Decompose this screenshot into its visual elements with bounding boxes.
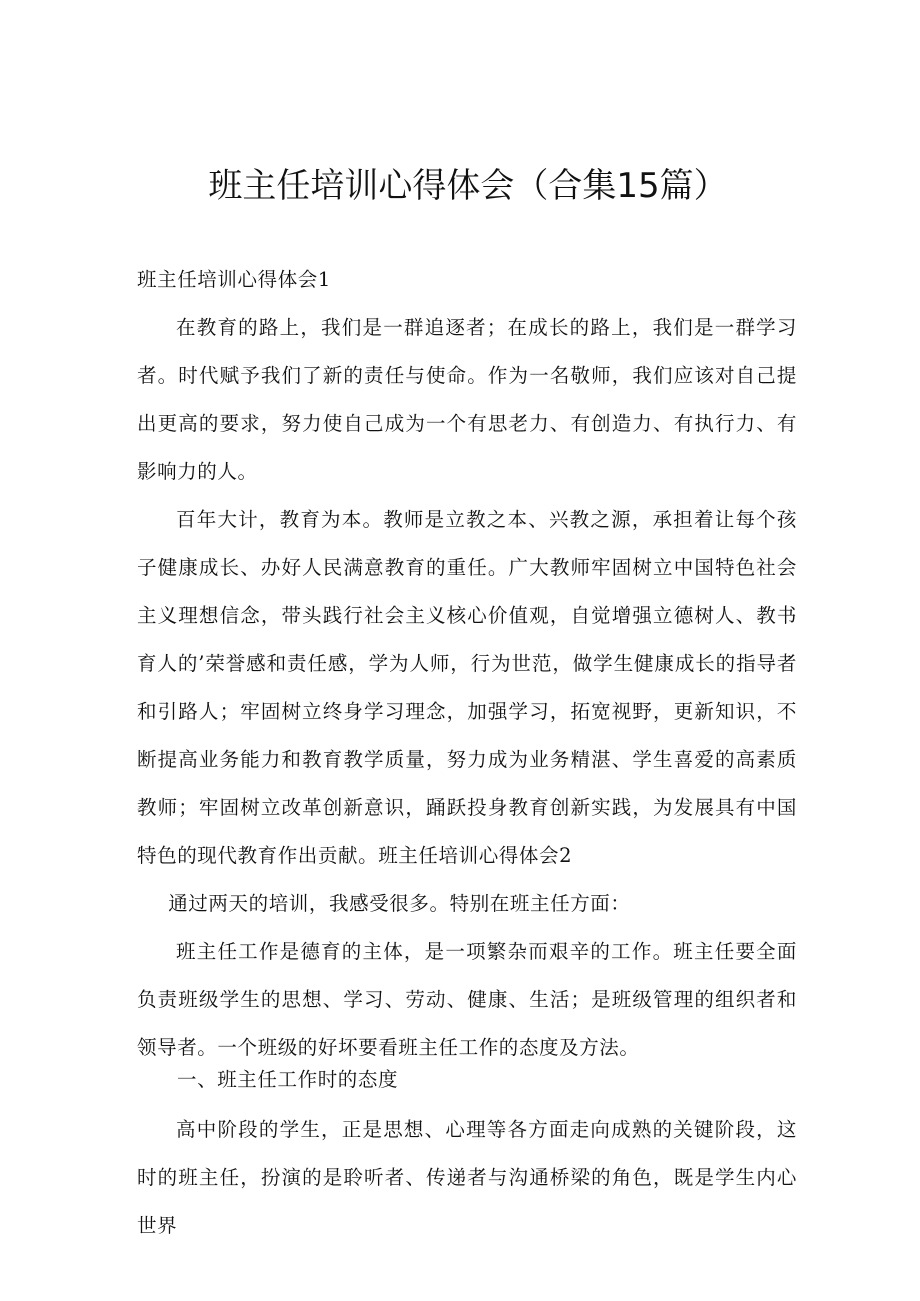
paragraph-5: 高中阶段的学生，正是思想、心理等各方面走向成熟的关键阶段，这时的班主任，扮演的是聆听者、传递者与沟通桥梁的角色，既是学生内心世界	[137, 1118, 797, 1237]
paragraph-3: 通过两天的培训，我感受很多。特别在班主任方面：	[168, 892, 631, 915]
paragraph-2: 百年大计，教育为本。教师是立教之本、兴教之源，承担着让每个孩子健康成长、办好人民满意教育的重任。广大教师牢固树立中国特色社会主义理想信念，带头践行社会主义核心价值观，自觉增强立德树人、教书育人的’荣誉感和责任感，学为人师，行为世范，做学生健康成长的指导者和引路人；牢固树立终身学习理念，加强学习，拓宽视野，更新知识，不断提高业务能力和教育教学质量，努力成为业务精湛、学生喜爱的高素质教师；牢固树立改革创新意识，踊跃投身教育创新实践，为发展具有中国特色的现代教育作出贡献。班主任培训心得体会2	[137, 508, 797, 867]
subheading-attitude: 一、班主任工作时的态度	[177, 1068, 399, 1091]
paragraph-4: 班主任工作是德育的主体，是一项繁杂而艰辛的工作。班主任要全面负责班级学生的思想、学习、劳动、健康、生活；是班级管理的组织者和领导者。一个班级的好坏要看班主任工作的态度及方法。	[137, 940, 797, 1059]
document-title: 班主任培训心得体会（合集15篇）	[208, 166, 728, 206]
section-heading-1: 班主任培训心得体会1	[137, 268, 331, 291]
paragraph-1: 在教育的路上，我们是一群追逐者；在成长的路上，我们是一群学习者。时代赋予我们了新的责任与使命。作为一名敬师，我们应该对自己提出更高的要求，努力使自己成为一个有思老力、有创造力、有执行力、有影响力的人。	[137, 316, 797, 483]
